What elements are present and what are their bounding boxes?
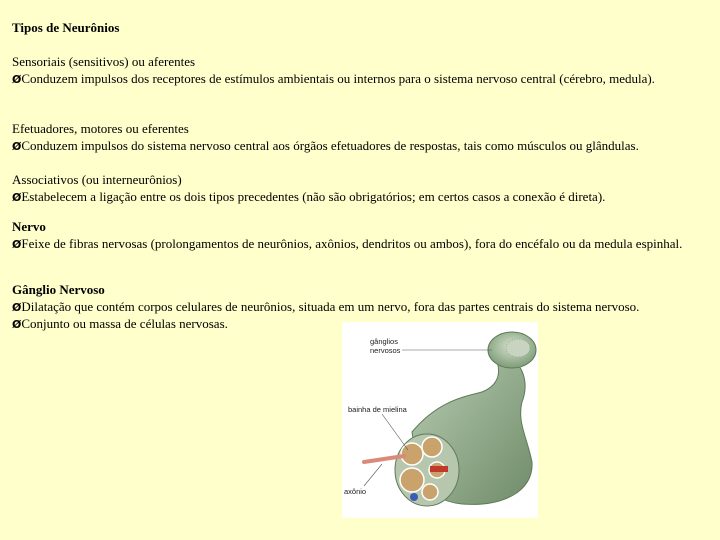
fascicle [422,437,442,457]
label-axonio: axônio [344,487,367,496]
label-bainha: bainha de mielina [348,405,407,414]
bullet-arrow-icon: Ø [12,72,22,86]
section-heading: Nervo [12,219,46,234]
bullet-item: ØFeixe de fibras nervosas (prolongamentos de neurônios, axônios, dendritos ou ambos), fora do encéfalo ou da medula espinhal. [12,235,683,251]
bullet-item: ØConjunto ou massa de células nervosas. [12,316,228,331]
section-heading: Gânglio Nervoso [12,282,105,297]
section-efetuadores [12,121,702,155]
bullet-item: ØEstabelecem a ligação entre os dois tipos precedentes (não são obrigatórios; em certos casos a conexão é direta). [12,188,606,204]
bullet-item: ØConduzem impulsos do sistema nervoso central aos órgãos efetuadores de respostas, tais como músculos ou glândulas. [12,137,639,153]
section-associativos [12,172,702,206]
section-heading: Sensoriais (sensitivos) ou aferentes [12,54,196,69]
bullet-arrow-icon: Ø [12,139,22,153]
bullet-arrow-icon: Ø [12,190,22,204]
section-heading: Associativos (ou interneurônios) [12,172,182,187]
section-sensoriais [12,54,702,88]
bullet-arrow-icon: Ø [12,318,22,331]
fascicle [400,468,424,492]
fascicle [422,484,438,500]
blood-vessel [430,466,448,472]
bullet-item: ØConduzem impulsos dos receptores de estímulos ambientais ou internos para o sistema nervoso central (cérebro, medula). [12,70,655,86]
bullet-arrow-icon: Ø [12,300,22,314]
bullet-arrow-icon: Ø [12,237,22,251]
nerve-drawing [342,322,538,518]
fascicle [401,443,423,465]
section-heading: Efetuadores, motores ou eferentes [12,121,189,136]
slide-title: Tipos de Neurônios [12,20,120,35]
label-ganglios-line1: gânglios [370,337,398,346]
bullet-item: ØDilatação que contém corpos celulares de neurônios, situada em um nervo, fora das partes centrais do sistema nervoso. [12,298,640,314]
label-ganglios-line2: nervosos [370,346,401,355]
nerve-illustration [342,322,538,518]
section-nervo [12,219,702,253]
blood-vessel [410,493,418,501]
